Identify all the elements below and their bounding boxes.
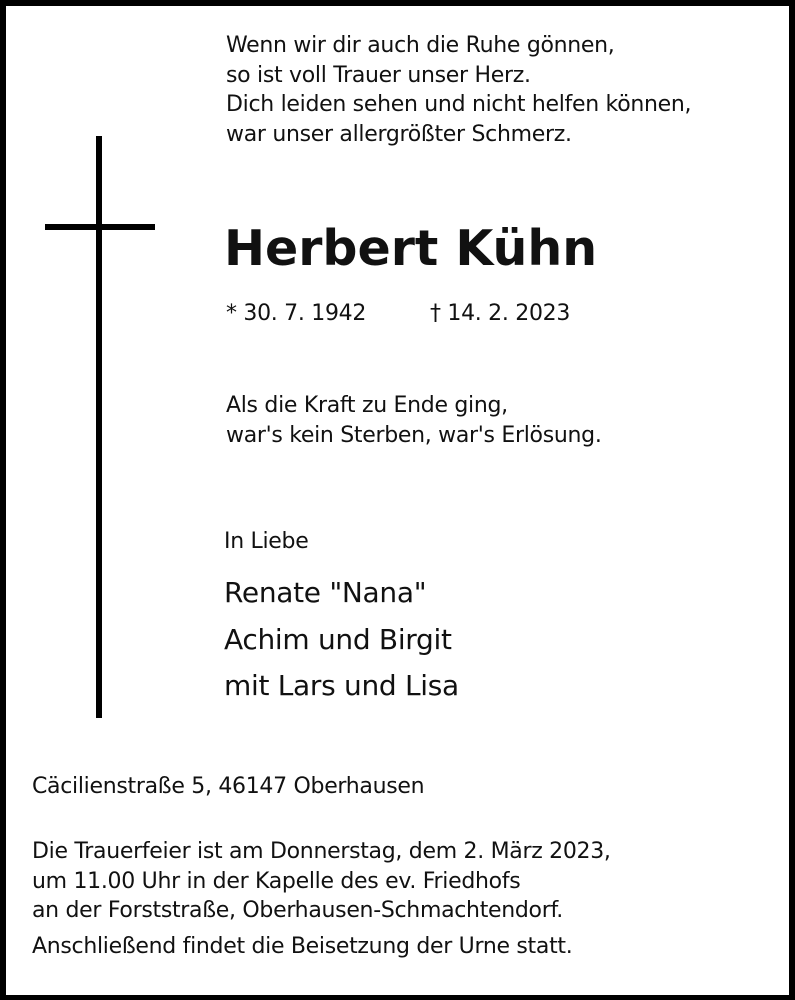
ceremony-line: an der Forststraße, Oberhausen-Schmachtendorf.: [32, 898, 564, 923]
verse-line: war's kein Sterben, war's Erlösung.: [226, 422, 602, 448]
verse-line: war unser allergrößter Schmerz.: [226, 121, 572, 147]
verse-line: so ist voll Trauer unser Herz.: [226, 62, 531, 88]
cross-icon-bar: [45, 224, 155, 230]
burial-info: Anschließend findet die Beisetzung der Urne statt.: [32, 934, 573, 959]
ceremony-line: Die Trauerfeier ist am Donnerstag, dem 2. März 2023,: [32, 839, 611, 864]
birth-date: * 30. 7. 1942: [226, 301, 367, 326]
family-list: [224, 570, 459, 710]
verse-line: Als die Kraft zu Ende ging,: [226, 393, 508, 418]
family-member: Renate "Nana": [224, 576, 427, 609]
in-love-label: In Liebe: [224, 529, 309, 554]
ceremony-info: [32, 837, 611, 926]
verse-top: [226, 31, 691, 149]
verse-line: Wenn wir dir auch die Ruhe gönnen,: [226, 33, 615, 58]
verse-line: Dich leiden sehen und nicht helfen können,: [226, 92, 692, 117]
verse-middle: [226, 391, 602, 450]
address: Cäcilienstraße 5, 46147 Oberhausen: [32, 774, 425, 799]
family-member: Achim und Birgit: [224, 622, 452, 656]
family-member: mit Lars und Lisa: [224, 669, 459, 702]
death-date: † 14. 2. 2023: [430, 301, 571, 326]
deceased-name: Herbert Kühn: [224, 220, 598, 277]
ceremony-line: um 11.00 Uhr in der Kapelle des ev. Friedhofs: [32, 868, 521, 894]
